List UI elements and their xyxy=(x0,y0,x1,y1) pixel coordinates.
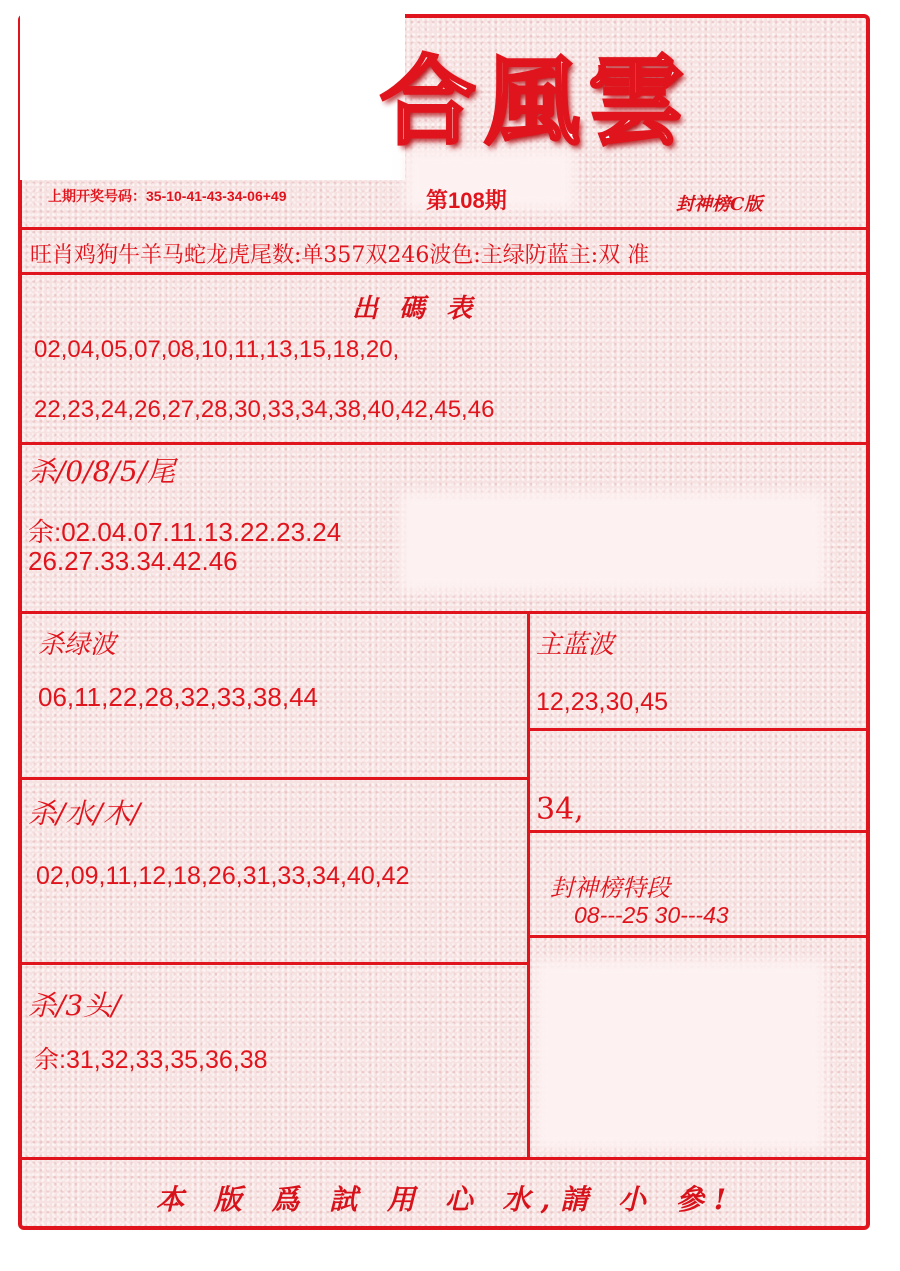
divider-left-1 xyxy=(20,777,529,780)
code-table-line-1: 02,04,05,07,08,10,11,13,15,18,20, xyxy=(34,336,400,363)
kill-tail-line-2: 26.27.33.34.42.46 xyxy=(28,546,238,576)
kill-tail-title: 杀/0/8/5/尾 xyxy=(28,455,176,488)
blurred-logo-area xyxy=(20,10,405,180)
footer-note: 本 版 爲 試 用 心 水,請 小 參! xyxy=(156,1183,737,1216)
special-segment-title: 封神榜特段 xyxy=(550,874,670,902)
kill-head-numbers: 余:31,32,33,35,36,38 xyxy=(34,1046,268,1074)
divider-info xyxy=(20,272,868,275)
divider-code-table xyxy=(20,442,868,445)
divider-header xyxy=(20,227,868,230)
edition-label: 封神榜C版 xyxy=(676,194,763,215)
code-table-line-2: 22,23,24,26,27,28,30,33,34,38,40,42,45,46 xyxy=(34,396,495,423)
kill-water-wood-numbers: 02,09,11,12,18,26,31,33,34,40,42 xyxy=(36,862,410,890)
divider-kill-tail xyxy=(20,611,868,614)
kill-green-title: 杀绿波 xyxy=(38,630,117,660)
divider-vertical xyxy=(527,611,530,1157)
divider-right-2 xyxy=(527,830,868,833)
special-segment-value: 08---25 30---43 xyxy=(574,902,729,928)
divider-right-3 xyxy=(527,935,868,938)
kill-head-title: 杀/3头/ xyxy=(28,989,121,1022)
info-line: 旺肖鸡狗牛羊马蛇龙虎尾数:单357双246波色:主绿防蓝主:双 准 xyxy=(30,243,650,268)
divider-left-2 xyxy=(20,962,529,965)
issue-number: 第108期 xyxy=(426,188,507,213)
blurred-side-area xyxy=(535,960,825,1150)
masthead-title: 合風雲 xyxy=(380,45,692,158)
single-pick: 34, xyxy=(536,792,584,827)
divider-right-1 xyxy=(527,728,868,731)
divider-footer xyxy=(20,1157,868,1160)
main-blue-title: 主蓝波 xyxy=(536,630,615,660)
code-table-title: 出 碼 表 xyxy=(352,294,479,324)
main-blue-numbers: 12,23,30,45 xyxy=(536,688,669,716)
kill-water-wood-title: 杀/水/木/ xyxy=(28,797,141,830)
kill-green-numbers: 06,11,22,28,32,33,38,44 xyxy=(38,682,318,712)
kill-tail-line-1: 余:02.04.07.11.13.22.23.24 xyxy=(28,517,342,547)
blurred-ad-area xyxy=(400,492,825,592)
last-draw-numbers: 上期开奖号码：35-10-41-43-34-06+49 xyxy=(48,188,287,204)
